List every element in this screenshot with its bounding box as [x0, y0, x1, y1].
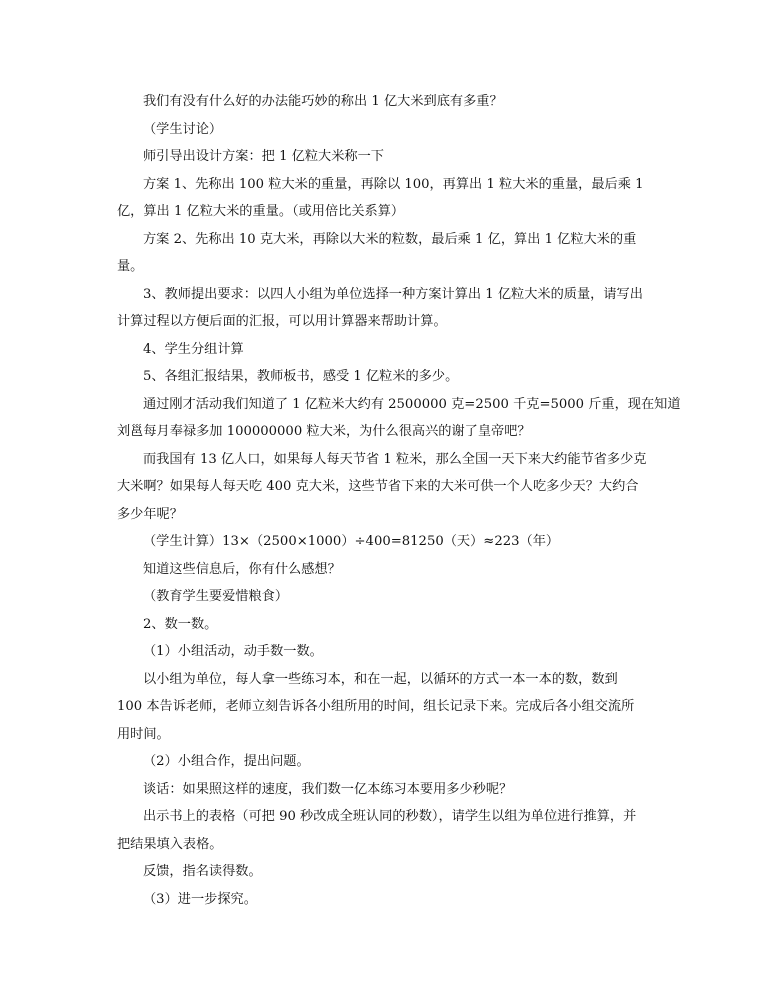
paragraph-first-line: 而我国有 13 亿人口，如果每人每天节省 1 粒米，那么全国一天下来大约能节省多少克	[143, 451, 647, 467]
paragraph-first-line: 出示书上的表格（可把 90 秒改成全班认同的秒数），请学生以组为单位进行推算，并	[143, 809, 637, 824]
paragraph-first-line: 方案 1、先称出 100 粒大米的重量，再除以 100，再算出 1 粒大米的重量，最后乘 1	[143, 176, 644, 192]
paragraph-first-line: （1）小组活动，动手数一数。	[143, 644, 323, 659]
paragraph-continuation-line: 多少年呢？	[117, 506, 183, 522]
paragraph-first-line: 2、数一数。	[143, 616, 218, 632]
paragraph-first-line: （2）小组合作，提出问题。	[143, 754, 310, 769]
paragraph-first-line: 知道这些信息后，你有什么感想？	[143, 561, 341, 577]
paragraph-continuation-line: 100 本告诉老师，老师立刻告诉各小组所用的时间，组长记录下来。完成后各小组交流所	[117, 699, 635, 714]
paragraph-continuation-line: 用时间。	[117, 726, 170, 742]
paragraph-first-line: 反馈，指名读得数。	[143, 864, 262, 879]
paragraph-continuation-line: 刘邕每月奉禄多加 100000000 粒大米，为什么很高兴的谢了皇帝吧？	[117, 424, 531, 439]
paragraph-continuation-line: 计算过程以方便后面的汇报，可以用计算器来帮助计算。	[117, 314, 447, 329]
paragraph-first-line: 以小组为单位，每人拿一些练习本，和在一起，以循环的方式一本一本的数，数到	[143, 671, 618, 687]
paragraph-first-line: 方案 2、先称出 10 克大米，再除以大米的粒数，最后乘 1 亿，算出 1 亿粒大米的重	[143, 231, 637, 247]
paragraph-continuation-line: 把结果填入表格。	[117, 836, 223, 852]
paragraph-continuation-line: 大米啊？如果每人每天吃 400 克大米，这些节省下来的大米可供一个人吃多少天？大约合	[117, 479, 639, 494]
paragraph-first-line: 我们有没有什么好的办法能巧妙的称出 1 亿大米到底有多重？	[143, 94, 503, 109]
paragraph-first-line: 5、各组汇报结果，教师板书，感受 1 亿粒米的多少。	[143, 369, 459, 384]
paragraph-first-line: （学生计算）13×（2500×1000）÷400=81250（天）≈223（年）	[143, 534, 560, 549]
paragraph-continuation-line: 亿，算出 1 亿粒大米的重量。（或用倍比关系算）	[117, 204, 405, 219]
paragraph-first-line: 3、教师提出要求：以四人小组为单位选择一种方案计算出 1 亿粒大米的质量，请写出	[143, 286, 643, 302]
paragraph-first-line: （教育学生要爱惜粮食）	[143, 589, 289, 604]
document-page	[117, 88, 681, 913]
paragraph-continuation-line: 量。	[117, 259, 144, 274]
paragraph-first-line: （学生讨论）	[143, 121, 223, 137]
paragraph-first-line: 4、学生分组计算	[143, 341, 244, 357]
paragraph-first-line: 师引导出设计方案：把 1 亿粒大米称一下	[143, 149, 384, 164]
paragraph-first-line: 谈话：如果照这样的速度，我们数一亿本练习本要用多少秒呢？	[143, 781, 513, 797]
paragraph-first-line: （3）进一步探究。	[143, 891, 257, 907]
paragraph-first-line: 通过刚才活动我们知道了 1 亿粒米大约有 2500000 克=2500 千克=5000 斤重，现在知道	[143, 396, 681, 412]
